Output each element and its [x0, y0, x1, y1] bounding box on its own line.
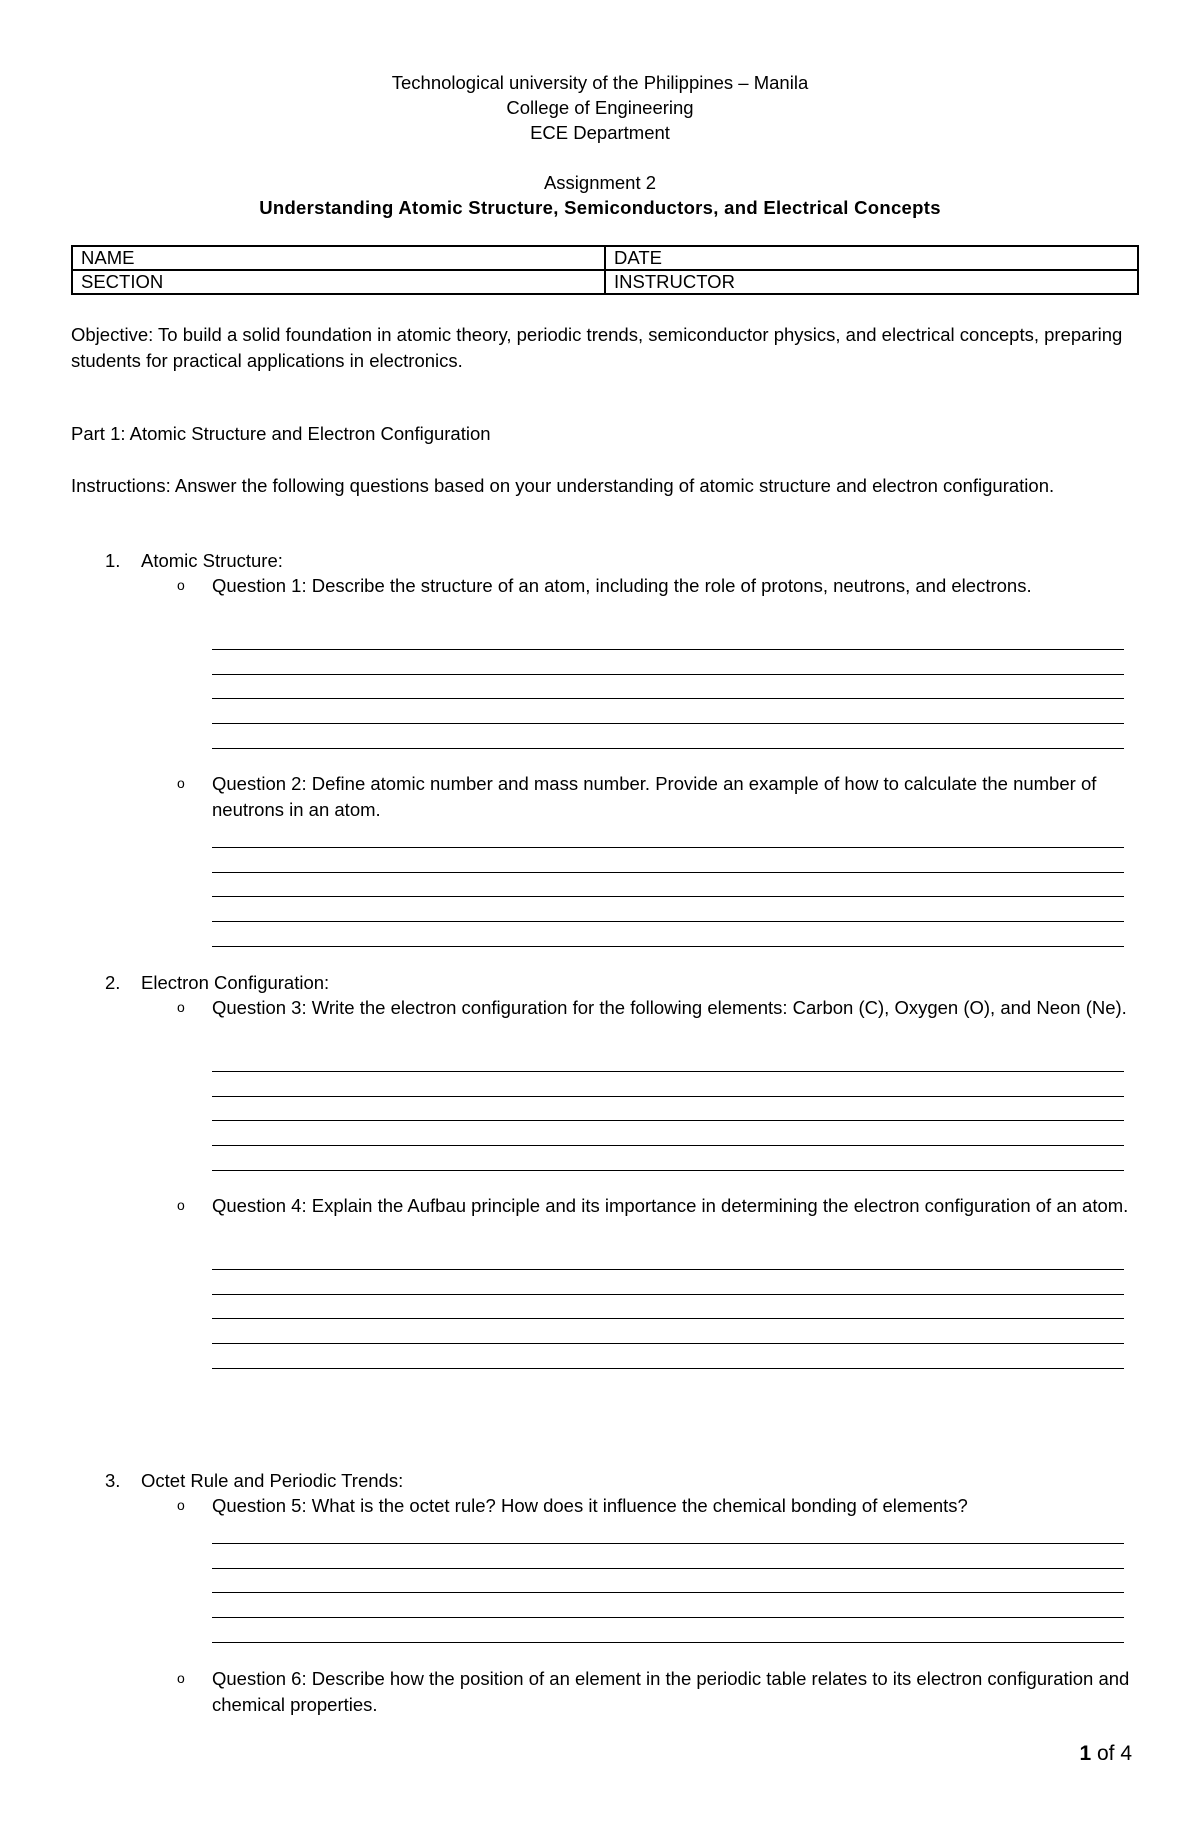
department-name: ECE Department — [530, 122, 670, 143]
question-6-text: Question 6: Describe how the position of an element in the periodic table relates to its electron configuration and chemical properties. — [212, 1668, 1130, 1715]
bullet-icon: o — [177, 1197, 185, 1213]
bullet-icon: o — [177, 1497, 185, 1513]
answer-lines-q3[interactable] — [212, 1047, 1124, 1171]
question-1-text: Question 1: Describe the structure of an atom, including the role of protons, neutrons, and electrons. — [212, 575, 1032, 596]
instructor-field[interactable]: INSTRUCTOR — [605, 270, 1138, 294]
section-number: 3. — [105, 1470, 121, 1491]
question-2-text: Question 2: Define atomic number and mass number. Provide an example of how to calculate the number of neutrons in an atom. — [212, 773, 1097, 820]
bullet-icon: o — [177, 1670, 185, 1686]
answer-lines-q1[interactable] — [212, 625, 1124, 749]
university-name: Technological university of the Philippines – Manila — [391, 72, 809, 93]
answer-lines-q5[interactable] — [212, 1519, 1124, 1643]
page-total: of 4 — [1096, 1742, 1132, 1765]
student-info-table — [71, 245, 1139, 295]
instructions-text: Instructions: Answer the following questions based on your understanding of atomic structure and electron configuration. — [71, 475, 1055, 496]
section-label: Atomic Structure: — [141, 550, 283, 571]
part-title: Part 1: Atomic Structure and Electron Configuration — [71, 423, 491, 444]
section-label: Octet Rule and Periodic Trends: — [141, 1470, 404, 1491]
answer-lines-q2[interactable] — [212, 823, 1124, 947]
assignment-label: Assignment 2 — [543, 172, 657, 193]
date-field[interactable]: DATE — [605, 246, 1138, 270]
objective-text: Objective: To build a solid foundation in atomic theory, periodic trends, semiconductor physics, and electrical concepts, preparing students for practical applications in electronics. — [71, 324, 1123, 371]
college-name: College of Engineering — [506, 97, 694, 118]
question-3-text: Question 3: Write the electron configuration for the following elements: Carbon (C), Oxygen (O), and Neon (Ne). — [212, 997, 1127, 1018]
question-5-text: Question 5: What is the octet rule? How does it influence the chemical bonding of elements? — [212, 1495, 968, 1516]
bullet-icon: o — [177, 999, 185, 1015]
section-field[interactable]: SECTION — [72, 270, 605, 294]
name-field[interactable]: NAME — [72, 246, 605, 270]
bullet-icon: o — [177, 775, 185, 791]
section-number: 1. — [105, 550, 121, 571]
assignment-title: Understanding Atomic Structure, Semiconductors, and Electrical Concepts — [259, 197, 941, 218]
answer-lines-q4[interactable] — [212, 1245, 1124, 1369]
section-label: Electron Configuration: — [141, 972, 330, 993]
page-current: 1 — [1079, 1742, 1092, 1765]
page-number — [1079, 1742, 1132, 1766]
bullet-icon: o — [177, 577, 185, 593]
question-4-text: Question 4: Explain the Aufbau principle and its importance in determining the electron configuration of an atom. — [212, 1195, 1129, 1216]
section-number: 2. — [105, 972, 121, 993]
